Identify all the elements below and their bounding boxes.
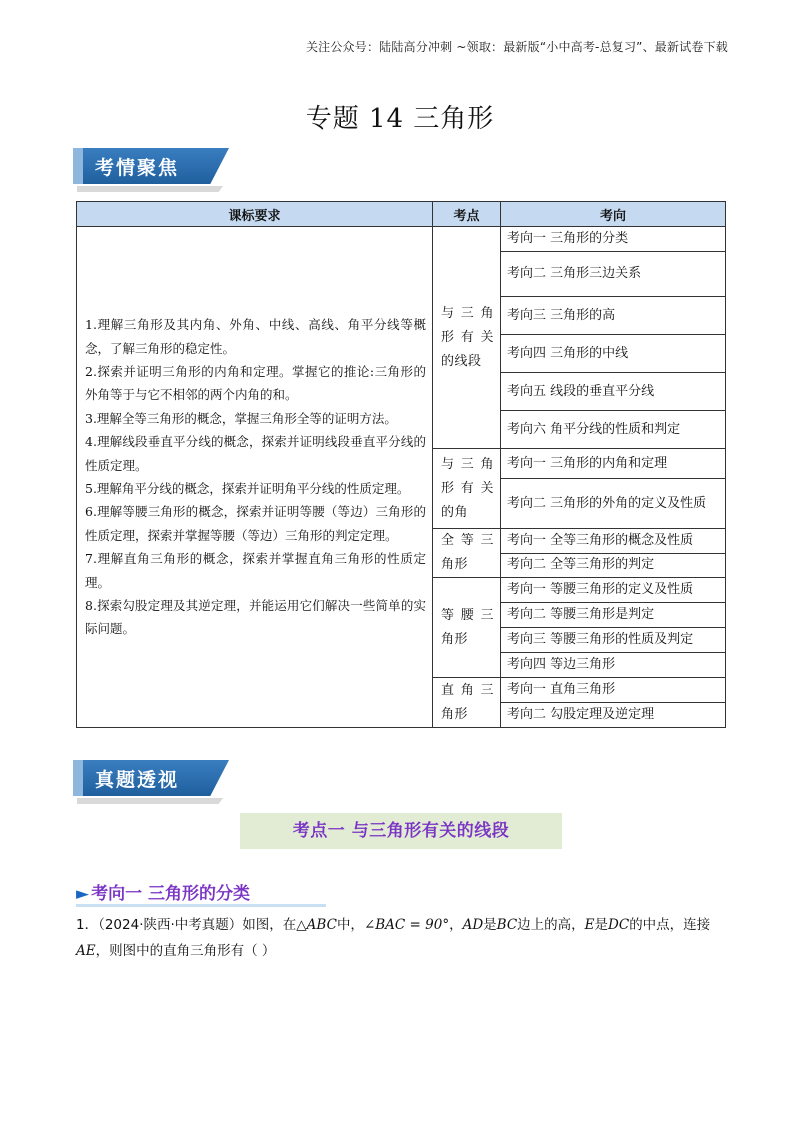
math-expr: AD (462, 917, 484, 933)
requirement-item: 1.理解三角形及其内角、外角、中线、高线、角平分线等概念，了解三角形的稳定性。 (85, 317, 426, 356)
kaoxiang-cell (501, 411, 726, 449)
kaoxiang-cell (501, 479, 726, 529)
kaoxiang-label: 考向二 勾股定理及逆定理 (507, 707, 655, 722)
banner-kaoqing (73, 148, 229, 192)
requirement-item: 6.理解等腰三角形的概念，探索并证明等腰（等边）三角形的性质定理，探索并掌握等腰（等边）三角形的判定定理。 (85, 504, 426, 543)
kaoxiang-cell (501, 297, 726, 335)
kaodian-label: 等腰三角形 (441, 607, 494, 647)
kaoxiang-label: 考向一 等腰三角形的定义及性质 (507, 582, 694, 597)
math-expr: ∠BAC = 90° (363, 917, 450, 933)
requirement-item: 3.理解全等三角形的概念，掌握三角形全等的证明方法。 (85, 410, 397, 426)
sub-heading (76, 879, 250, 904)
banner-shadow (77, 798, 223, 804)
requirement-item: 4.理解线段垂直平分线的概念，探索并证明线段垂直平分线的性质定理。 (85, 434, 426, 473)
table-header-row (77, 202, 726, 227)
requirement-item: 5.理解角平分线的概念，探索并证明角平分线的性质定理。 (85, 481, 410, 496)
header-note: 关注公众号：陆陆高分冲刺 ~领取：最新版“小中高考-总复习”、最新试卷下载 (305, 40, 728, 54)
kaoxiang-cell (501, 227, 726, 252)
question-text: 如图，在 (242, 917, 297, 933)
kaoxiang-label: 考向四 三角形的中线 (507, 345, 629, 361)
kaoxiang-label: 考向五 线段的垂直平分线 (507, 383, 655, 399)
kaoxiang-label: 考向三 三角形的高 (507, 307, 616, 323)
kaodian-label: 全等三角形 (441, 533, 494, 572)
kaoxiang-label: 考向一 全等三角形的概念及性质 (507, 532, 694, 548)
requirements-table (76, 201, 726, 728)
math-expr: AE (76, 943, 96, 959)
kaoxiang-label: 考向二 全等三角形的判定 (507, 557, 655, 573)
kaoxiang-label: 考向三 等腰三角形的性质及判定 (507, 632, 694, 647)
banner-shadow (77, 186, 223, 192)
requirement-item: 2.探索并证明三角形的内角和定理。掌握它的推论:三角形的外角等于与它不相邻的两个内角的和。 (85, 363, 426, 403)
banner-notch (73, 760, 83, 796)
header-kaoxiang: 考向 (501, 202, 726, 227)
question-text: 边上的高， (517, 917, 585, 933)
kaodian-cell (433, 449, 501, 529)
kaoxiang-label: 考向一 三角形的分类 (507, 231, 629, 246)
requirement-item: 8.探索勾股定理及其逆定理，并能运用它们解决一些简单的实际问题。 (85, 598, 426, 637)
question-text: 是 (594, 917, 609, 933)
question-text: 是 (483, 917, 497, 933)
kaoxiang-label: 考向二 三角形三边关系 (507, 266, 642, 281)
question-text: ， (449, 917, 463, 933)
kaodian-cell (433, 578, 501, 678)
kaoxiang-cell (501, 628, 726, 653)
kaoxiang-label: 考向二 等腰三角形是判定 (507, 607, 655, 622)
kaodian-label: 与三角形有关的线段 (441, 305, 494, 369)
kaodian-label: 与三角形有关的角 (441, 456, 494, 520)
kaoxiang-cell (501, 578, 726, 603)
question-source: （2024·陕西·中考真题） (98, 917, 243, 933)
kaodian-cell (433, 678, 501, 728)
requirements-cell (77, 227, 433, 728)
banner-notch (73, 148, 83, 184)
triangle-arrow-icon: ► (76, 884, 90, 904)
page-title: 专题 14 三角形 (305, 104, 495, 134)
sub-heading-underline (76, 904, 326, 907)
question-1 (76, 912, 726, 964)
kaoxiang-label: 考向四 等边三角形 (507, 657, 616, 672)
kaoxiang-cell (501, 373, 726, 411)
math-expr: DC (608, 917, 630, 933)
kaoxiang-cell (501, 529, 726, 554)
kaoxiang-label: 考向一 直角三角形 (507, 682, 616, 697)
kaoxiang-label: 考向一 三角形的内角和定理 (507, 455, 668, 471)
requirement-item: 7.理解直角三角形的概念，探索并掌握直角三角形的性质定理。 (85, 551, 426, 590)
kaoxiang-label: 考向六 角平分线的性质和判定 (507, 421, 681, 437)
kaoxiang-cell (501, 449, 726, 479)
math-expr: BC (496, 917, 518, 933)
question-text: ，则图中的直角三角形有（ ） (95, 943, 276, 959)
kaoxiang-cell (501, 335, 726, 373)
kaodian-label: 直角三角形 (441, 682, 494, 722)
question-number: 1． (76, 917, 99, 933)
math-expr: △ABC (296, 917, 337, 933)
kaoxiang-label: 考向二 三角形的外角的定义及性质 (507, 495, 707, 511)
banner-label: 考情聚焦 (95, 157, 180, 179)
kaoxiang-cell (501, 653, 726, 678)
kaoxiang-cell (501, 603, 726, 628)
math-expr: E (584, 917, 595, 933)
banner-zhenti (73, 760, 229, 804)
kaoxiang-cell (501, 703, 726, 728)
sub-heading-text: 考向一 三角形的分类 (91, 884, 250, 904)
kaoxiang-cell (501, 553, 726, 578)
question-text: 的中点，连接 (629, 917, 711, 933)
header-kebiao: 课标要求 (77, 202, 433, 227)
kaoxiang-cell (501, 678, 726, 703)
header-kaodian: 考点 (433, 202, 501, 227)
kaodian-cell (433, 227, 501, 449)
kaodian-cell (433, 529, 501, 578)
banner-label: 真题透视 (95, 769, 180, 791)
question-text: 中， (336, 917, 364, 933)
kaoxiang-cell (501, 252, 726, 297)
section-title: 考点一 与三角形有关的线段 (240, 813, 562, 849)
